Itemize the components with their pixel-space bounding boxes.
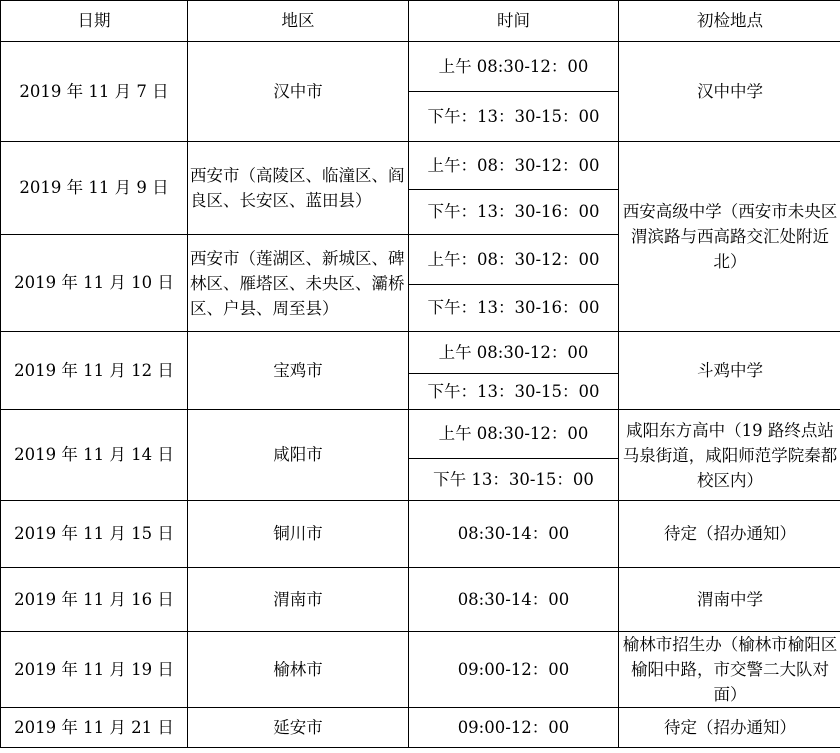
time-cell: 09:00-12：00 [409,632,619,708]
time-cell: 上午：08：30-12：00 [409,142,619,190]
table-row [1,501,840,568]
location-cell: 汉中中学 [619,42,840,142]
header-time: 时间 [409,1,619,42]
time-cell: 08:30-14：00 [409,501,619,568]
region-cell: 铜川市 [188,501,409,568]
table-row [1,568,840,632]
region-cell: 延安市 [188,708,409,748]
location-cell: 斗鸡中学 [619,332,840,410]
header-row [1,1,840,42]
region-cell: 宝鸡市 [188,332,409,410]
date-cell: 2019 年 11 月 7 日 [1,42,188,142]
region-cell: 渭南市 [188,568,409,632]
time-cell: 下午：13：30-15：00 [409,92,619,142]
region-cell: 咸阳市 [188,410,409,501]
location-cell: 榆林市招生办（榆林市榆阳区榆阳中路，市交警二大队对面） [619,632,840,708]
time-cell: 下午 13：30-15：00 [409,459,619,501]
date-cell: 2019 年 11 月 12 日 [1,332,188,410]
table-row [1,708,840,748]
time-cell: 下午：13：30-15：00 [409,374,619,410]
date-cell: 2019 年 11 月 14 日 [1,410,188,501]
location-cell: 西安高级中学（西安市未央区渭滨路与西高路交汇处附近北） [619,142,840,332]
region-cell: 榆林市 [188,632,409,708]
location-cell: 待定（招办通知） [619,501,840,568]
time-cell: 下午：13：30-16：00 [409,285,619,332]
header-date: 日期 [1,1,188,42]
region-cell: 汉中市 [188,42,409,142]
table-row [1,410,840,459]
date-cell: 2019 年 11 月 16 日 [1,568,188,632]
date-cell: 2019 年 11 月 15 日 [1,501,188,568]
date-cell: 2019 年 11 月 9 日 [1,142,188,235]
header-region: 地区 [188,1,409,42]
time-cell: 下午：13：30-16：00 [409,190,619,235]
date-cell: 2019 年 11 月 21 日 [1,708,188,748]
table-row [1,632,840,708]
time-cell: 上午：08：30-12：00 [409,235,619,285]
table-row [1,42,840,92]
location-cell: 待定（招办通知） [619,708,840,748]
region-cell: 西安市（高陵区、临潼区、阎良区、长安区、蓝田县） [188,142,409,235]
time-cell: 上午 08:30-12：00 [409,42,619,92]
location-cell: 渭南中学 [619,568,840,632]
time-cell: 08:30-14：00 [409,568,619,632]
table-row [1,142,840,190]
region-cell: 西安市（莲湖区、新城区、碑林区、雁塔区、未央区、灞桥区、户县、周至县） [188,235,409,332]
table-row [1,332,840,374]
time-cell: 上午 08:30-12：00 [409,410,619,459]
time-cell: 上午 08:30-12：00 [409,332,619,374]
time-cell: 09:00-12：00 [409,708,619,748]
date-cell: 2019 年 11 月 19 日 [1,632,188,708]
date-cell: 2019 年 11 月 10 日 [1,235,188,332]
location-cell: 咸阳东方高中（19 路终点站马泉街道，咸阳师范学院秦都校区内） [619,410,840,501]
header-location: 初检地点 [619,1,840,42]
